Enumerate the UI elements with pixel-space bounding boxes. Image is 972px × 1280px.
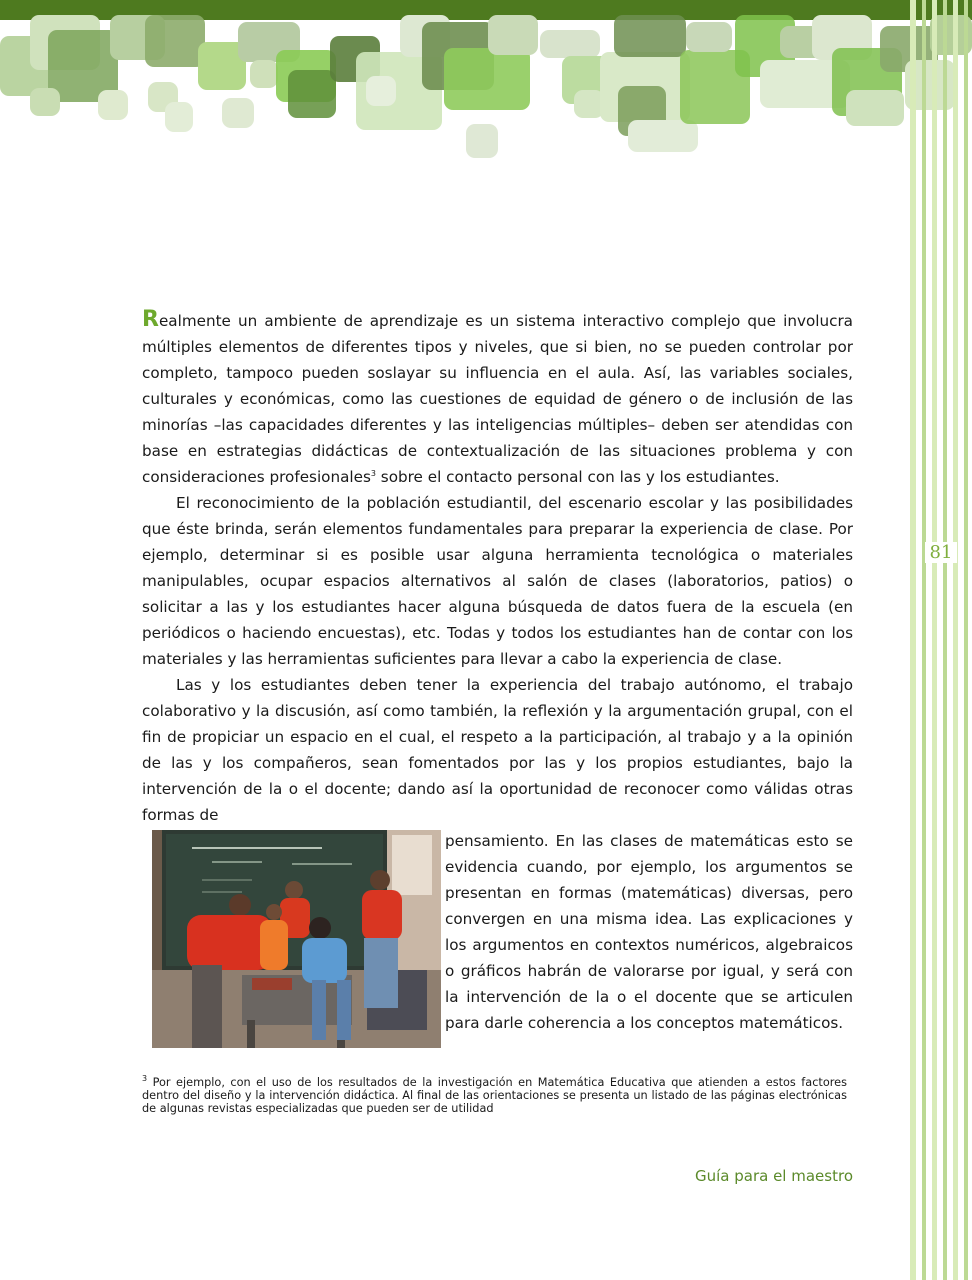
paragraph-2: El reconocimiento de la población estudiantil, del escenario escolar y las posibilidades que éste brinda, serán elementos fundamentales para preparar la experiencia de clase. Por ejemplo, determinar si es posible usar alguna herramienta tecnológica o materiales manipulables, ocupar espacios alternativos al salón de clases (laboratorios, patios) o solicitar a las y los estudiantes hacer alguna búsqueda de datos fuera de la escuela (en periódicos o haciendo encuestas), etc. Todas y todos los estudiantes han de contar con los materiales y las herramientas suficientes para llevar a cabo la experiencia de clase. xyxy=(142,494,853,668)
body-text xyxy=(142,307,853,1048)
classroom-students-photo-icon xyxy=(152,830,441,1048)
paragraph-3-continued: pensamiento. En las clases de matemáticas esto se evidencia cuando, por ejemplo, los argumentos se presentan en formas (matemáticas) diversas, pero convergen en una misma idea. Las explicaciones y los argumentos en contextos numéricos, algebraicos o gráficos habrán de valorarse por igual, y será con la intervención de la o el docente que se articulen para darle coherencia a los conceptos matemáticos. xyxy=(142,828,853,1036)
side-stripes xyxy=(910,0,972,1280)
footnote-reference[interactable]: 3 xyxy=(370,468,376,478)
paragraph-1: Realmente un ambiente de aprendizaje es un sistema interactivo complejo que involucra múltiples elementos de diferentes tipos y niveles, que si bien, no se pueden controlar por completo, tampoco pueden soslayar su influencia en el aula. Así, las variables sociales, culturales y económicas, como las cuestiones de equidad de género o de inclusión de las minorías –las capacidades diferentes y las inteligencias múltiples– deben ser atendidas con base en estrategias didácticas de contextualización de las situaciones problema y con consideraciones profesionales$^3$ sobre el contacto personal con las y los estudiantes. xyxy=(142,307,853,486)
footer-title: Guía para el maestro xyxy=(694,1167,853,1185)
footnote-text: Por ejemplo, con el uso de los resultados de la investigación en Matemática Educativa que atienden a estos factores dentro del diseño y la intervención didáctica. Al final de las orientaciones se presenta un listado de las páginas electrónicas de algunas revistas especializadas que pueden ser de utilidad xyxy=(142,1076,847,1115)
decorative-header xyxy=(0,20,972,170)
paragraph-3: Las y los estudiantes deben tener la experiencia del trabajo autónomo, el trabajo colaborativo y la discusión, así como también, la reflexión y la argumentación grupal, con el fin de propiciar un espacio en el cual, el respeto a la participación, al trabajo y a la opinión de las y los compañeros, sean fomentados por las y los propios estudiantes, bajo la intervención de la o el docente; dando así la oportunidad de reconocer como válidas otras formas de xyxy=(142,676,853,824)
footnote-marker: 3 xyxy=(142,1074,148,1084)
classroom-photo xyxy=(152,830,441,1048)
drop-cap: R xyxy=(142,307,159,332)
footnote xyxy=(142,1076,847,1115)
page-number: 81 xyxy=(925,542,957,563)
